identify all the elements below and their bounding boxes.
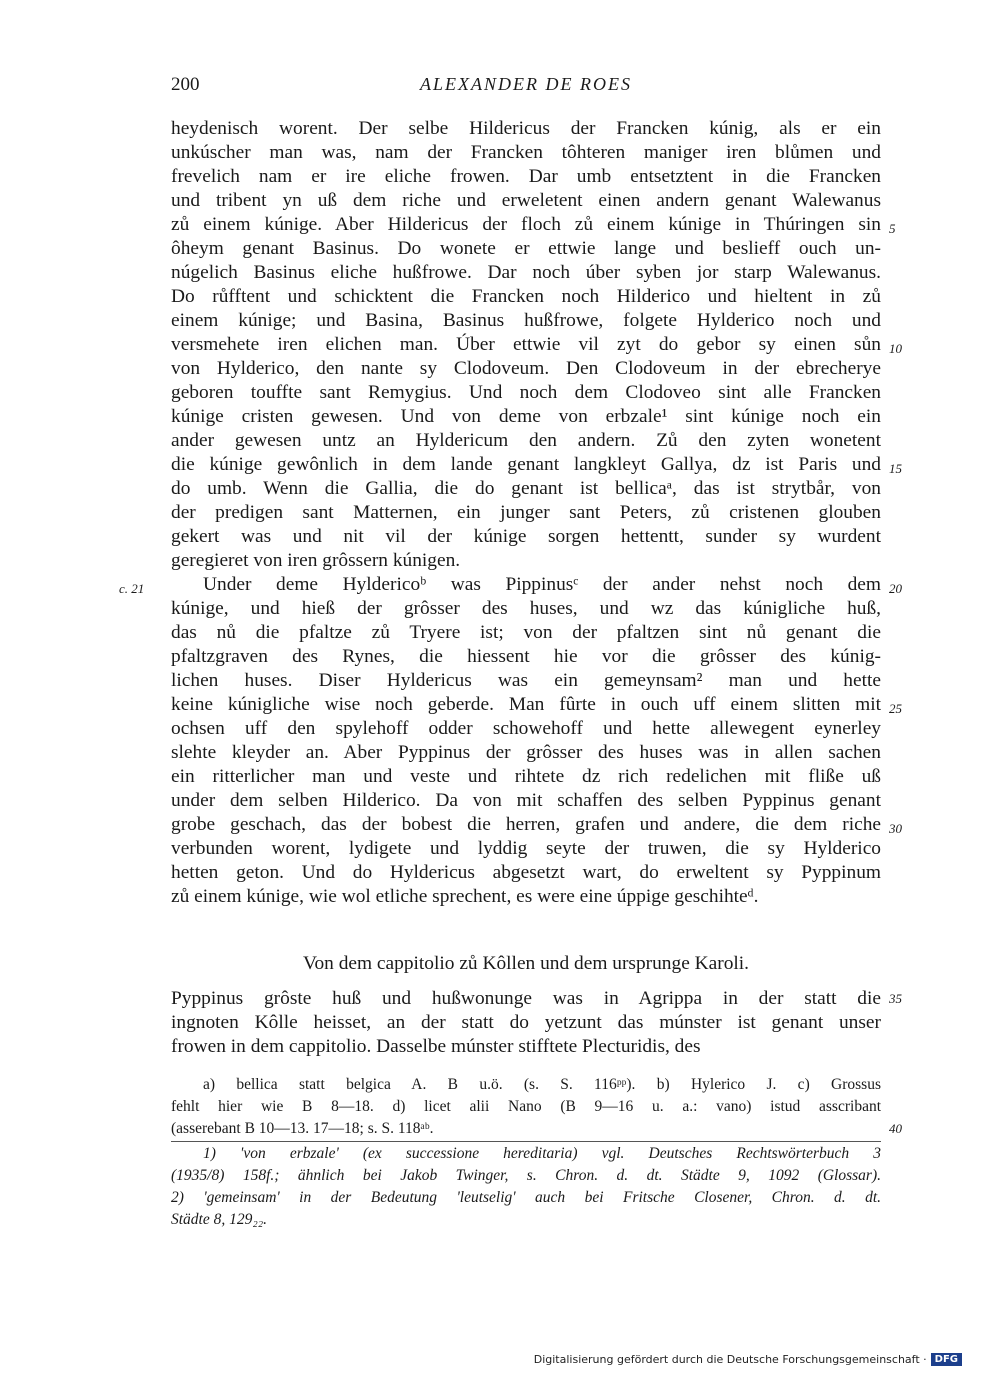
text-line: kúnige, und hieß der grôsser des huses, und wz das kúnigliche huß, [171, 598, 881, 619]
text-line: frevelich nam er ire eliche frowen. Dar umb entsetztent in die Francken [171, 166, 881, 187]
footnote-divider [171, 1141, 881, 1142]
text-line: das nů die pfaltze zů Tryere ist; von der pfaltzen sint nů genant die [171, 622, 881, 643]
text-line: Under deme Hyldericoᵇ was Pippinusᶜ der ander nehst noch dem [203, 574, 881, 595]
text-line: zů einem kúnige, wie wol etliche sprechent, es were eine úppige geschihteᵈ. [171, 886, 759, 907]
line-number: 25 [889, 701, 902, 716]
digitization-credit [534, 1353, 962, 1366]
text-line: geboren touffte sant Remygius. Und noch dem Clodoveo sint alle Francken [171, 382, 881, 403]
line-number: 35 [889, 991, 902, 1006]
text-line: do umb. Wenn die Gallia, die do genant ist bellicaᵃ, das ist strytbår, von [171, 478, 881, 499]
text-line: heydenisch worent. Der selbe Hildericus der Francken kúnig, als er ein [171, 118, 881, 139]
text-line: frowen in dem cappitolio. Dasselbe múnster stifftete Plecturidis, des [171, 1036, 701, 1057]
text-line: Pyppinus grôste huß und hußwonunge was in Agrippa in der statt die [171, 988, 881, 1009]
apparatus-line: (asserebant B 10—13. 17—18; s. S. 118ᵃᵇ. [171, 1120, 434, 1137]
text-line: under dem selben Hilderico. Da von mit schaffen des selben Pyppinus genant [171, 790, 881, 811]
line-number: 10 [889, 341, 902, 356]
paragraph-1 [171, 117, 902, 573]
text-line: slehte kleyder an. Aber Pyppinus der grôsser des huses was in allen sachen [171, 742, 881, 763]
footnote-line: 1) 'von erbzale' (ex successione hereditaria) vgl. Deutsches Rechtswörterbuch 3 [203, 1145, 881, 1162]
text-line: kúnige cristen gewesen. Und von deme von erbzale¹ sint kúnige noch ein [171, 406, 881, 427]
text-line: geregieret von iren grôssern kúnigen. [171, 550, 461, 571]
text-line: hetten geton. Und do Hyldericus abgesetzt wart, do erweltent sy Pyppinum [171, 862, 881, 883]
page-header [171, 74, 881, 102]
footnote-line: 2) 'gemeinsam' in der Bedeutung 'leutselig' auch bei Fritsche Closener, Chron. d. dt. [171, 1189, 881, 1206]
apparatus-line: a) bellica statt belgica A. B u.ö. (s. S. 116ᵖᵖ). b) Hylerico J. c) Grossus [203, 1076, 881, 1093]
footnotes [171, 1143, 881, 1231]
text-line: ochsen uff den spylehoff odder schowehoff und hette allewegent eynerley [171, 718, 881, 739]
line-number: 20 [889, 581, 902, 596]
critical-apparatus [171, 1074, 902, 1140]
text-line: ingnoten Kôlle heisset, an der statt do yetzunt das múnster ist genant unser [171, 1012, 881, 1033]
dfg-logo-icon: DFG [931, 1353, 962, 1366]
chapter-marker: c. 21 [119, 581, 145, 596]
text-line: Do růfftent und schicktent die Francken noch Hilderico und hieltent in zů [171, 286, 881, 307]
text-line: und tribent yn uß dem riche und erweletent einen andern genant Walewanus [171, 190, 881, 211]
text-line: von Hylderico, den nante sy Clodoveum. Den Clodoveum in der ebrecherye [171, 358, 881, 379]
footnote-line: Städte 8, 129₂₂. [171, 1211, 268, 1228]
text-line: einem kúnige; und Basina, Basinus hußfrowe, folgete Hylderico noch und [171, 310, 881, 331]
text-line: versmehete iren elichen man. Úber ettwie vil zyt do gebor sy einen sůn [171, 334, 881, 355]
text-line: ôheym genant Basinus. Do wonete er ettwie lange und besliеff ouch un- [171, 238, 881, 259]
paragraph-2 [119, 573, 902, 909]
text-line: zů einem kúnige. Aber Hildericus der floch zů einem kúnige in Thúringen sin [171, 214, 881, 235]
text-line: grobe geschach, das der bobest die herren, grafen und andere, die dem riche [171, 814, 881, 835]
text-line: die kúnige gewônlich in dem lande genant langkleyt Gallya, dz ist Paris und [171, 454, 881, 475]
text-line: pfaltzgraven des Rynes, die hiessent hie vor die grôsser des kúnig- [171, 646, 881, 667]
text-line: der predigen sant Matternen, ein junger sant Peters, zů cristenen glouben [171, 502, 881, 523]
paragraph-3 [171, 987, 902, 1059]
text-line: ein ritterlicher man und veste und rihtete dz rich redelichen mit flіße uß [171, 766, 881, 787]
line-number: 40 [889, 1121, 902, 1136]
text-line: núgelich Basinus eliche hußfrowe. Dar noch úber syben jor starp Walewanus. [171, 262, 881, 283]
text-line: verbunden worent, lydigete und lyddig seyte der truwen, die sy Hylderico [171, 838, 881, 859]
line-number: 30 [889, 821, 902, 836]
line-number: 15 [889, 461, 902, 476]
footnote-line: (1935/8) 158f.; ähnlich bei Jakob Twinger, s. Chron. d. dt. Städte 9, 1092 (Glossar). [171, 1167, 881, 1184]
section-heading: Von dem cappitolio zů Kôllen und dem ursprunge Karoli. [302, 953, 750, 974]
running-title: ALEXANDER DE ROES [420, 74, 632, 94]
line-number: 5 [889, 221, 896, 236]
apparatus-line: fehlt hier wie B 8—18. d) licet alii Nano (B 9—16 u. a.: vano) istud asscribant [171, 1098, 881, 1115]
text-line: lichen huses. Diser Hyldericus was ein gemeynsam² man und hette [171, 670, 881, 691]
text-line: gekert was und nit vil der kúnige sorgen hettentt, sunder sy wurdent [171, 526, 881, 547]
credit-text: Digitalisierung gefördert durch die Deutsche Forschungsgemeinschaft · [533, 1353, 927, 1366]
page-number: 200 [171, 74, 200, 95]
text-line: unkúscher man was, nam der Francken tôhteren maniger iren blůmen und [171, 142, 881, 163]
text-line: keine kúnigliche wise noch geberde. Man fûrte in ouch uff einem slitten mit [171, 694, 881, 715]
text-line: ander gewesen untz an Hyldericum den andern. Zů den zyten wonetent [171, 430, 881, 451]
